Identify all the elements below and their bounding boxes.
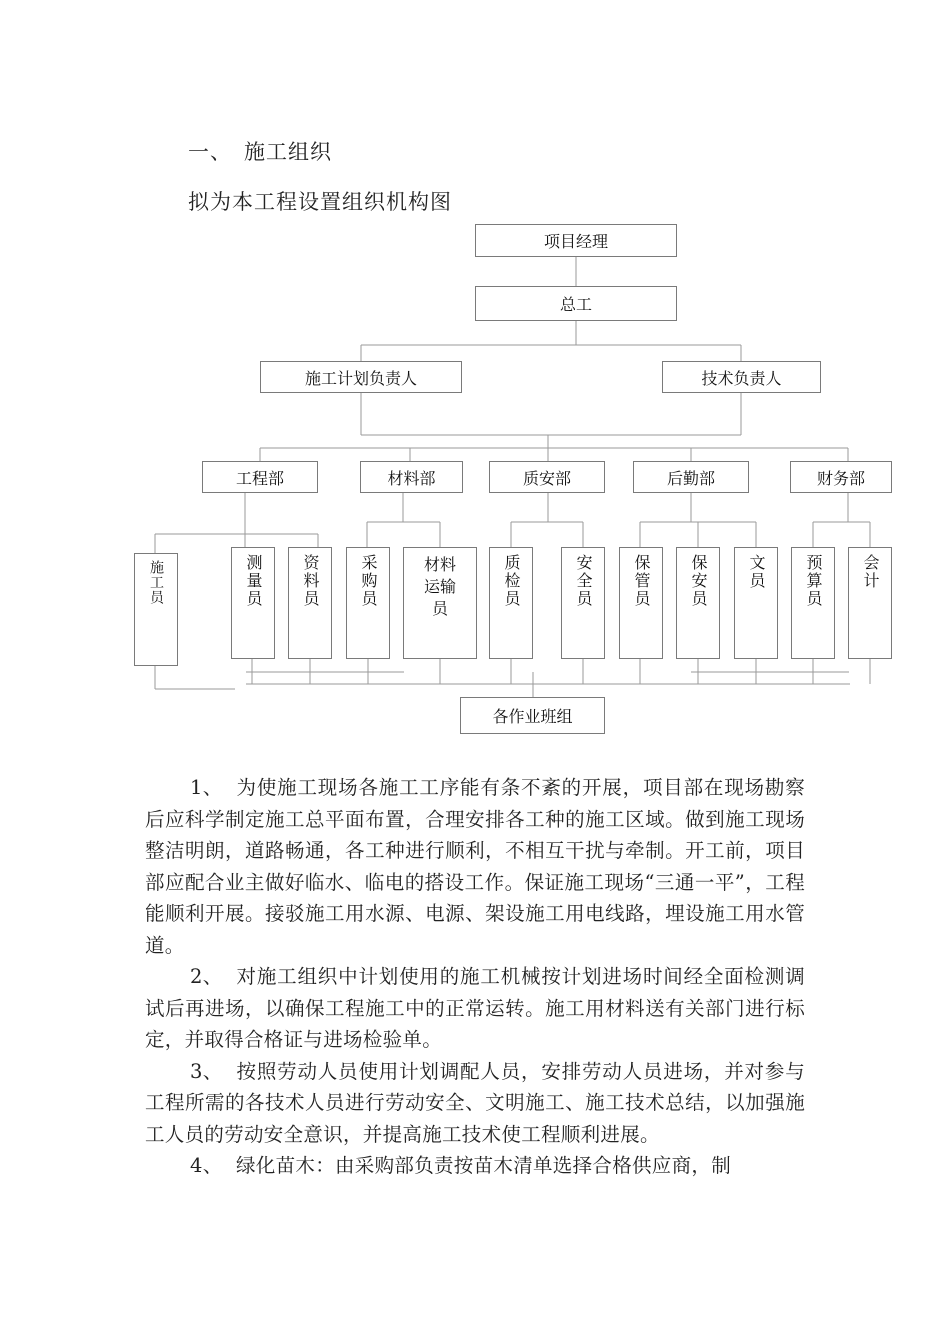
node-dept-logistics: 后勤部 xyxy=(633,461,749,493)
node-staff-safety xyxy=(561,547,605,659)
node-staff-construction xyxy=(134,553,178,666)
paragraph-text: 按照劳动人员使用计划调配人员，安排劳动人员进场，并对参与工程所需的各技术人员进行劳动安全、文明施工、施工技术总结，以加强施工人员的劳动安全意识，并提高施工技术使工程顺利进展。 xyxy=(145,1059,805,1146)
node-staff-label: 会计 xyxy=(861,554,880,590)
paragraph-number: 2、 xyxy=(190,965,223,988)
node-staff-security xyxy=(676,547,720,659)
node-staff-accountant xyxy=(848,547,892,659)
body-text xyxy=(145,772,805,1182)
node-staff-label: 质检员 xyxy=(502,554,521,608)
node-staff-label: 材料运输员 xyxy=(423,555,456,618)
node-staff-transport xyxy=(403,547,477,659)
paragraph-text: 对施工组织中计划使用的施工机械按计划进场时间经全面检测调试后再进场，以确保工程施工中的正常运转。施工用材料送有关部门进行标定，并取得合格证与进场检验单。 xyxy=(145,965,805,1051)
node-staff-label: 安全员 xyxy=(574,554,593,608)
node-tech-manager: 技术负责人 xyxy=(662,361,821,393)
paragraph-number: 4、 xyxy=(190,1154,223,1177)
node-chief-engineer: 总工 xyxy=(475,286,677,321)
node-staff-label: 采购员 xyxy=(359,554,378,608)
paragraph-text: 为使施工现场各施工工序能有条不紊的开展，项目部在现场勘察后应科学制定施工总平面布置，合理安排各工种的施工区域。做到施工现场整洁明朗，道路畅通，各工种进行顺利，不相互干扰与牵制。开工前，项目部应配合业主做好临水、临电的搭设工作。保证施工现场“三通一平”，工程能顺利开展。接驳施工用水源、电源、架设施工用电线路，埋设施工用水管道。 xyxy=(145,776,805,957)
node-staff-label: 预算员 xyxy=(804,554,823,608)
paragraph-number: 3、 xyxy=(190,1059,223,1083)
node-staff-purchaser xyxy=(346,547,390,659)
paragraph-3 xyxy=(145,1056,805,1151)
node-dept-finance: 财务部 xyxy=(790,461,892,493)
node-staff-inspector xyxy=(489,547,533,659)
node-work-teams: 各作业班组 xyxy=(460,697,605,734)
node-staff-surveyor xyxy=(231,547,275,659)
node-staff-label: 保安员 xyxy=(689,554,708,608)
node-staff-label: 保管员 xyxy=(632,554,651,608)
paragraph-1 xyxy=(145,772,805,961)
paragraph-2 xyxy=(145,961,805,1056)
node-project-manager: 项目经理 xyxy=(475,224,677,257)
node-dept-quality-safety: 质安部 xyxy=(489,461,605,493)
node-staff-keeper xyxy=(619,547,663,659)
node-staff-label: 文员 xyxy=(747,554,766,590)
node-staff-records xyxy=(288,547,332,659)
paragraph-number: 1、 xyxy=(190,776,223,799)
node-staff-construction-label: 施工员 xyxy=(148,560,164,605)
node-dept-engineering: 工程部 xyxy=(202,461,318,493)
node-dept-materials: 材料部 xyxy=(360,461,463,493)
node-plan-manager: 施工计划负责人 xyxy=(260,361,462,393)
paragraph-4 xyxy=(145,1150,805,1182)
paragraph-text: 绿化苗木：由采购部负责按苗木清单选择合格供应商，制 xyxy=(236,1154,732,1177)
node-staff-clerk xyxy=(734,547,778,659)
node-staff-label: 资料员 xyxy=(301,554,320,608)
node-staff-budget xyxy=(791,547,835,659)
section-title: 施工组织 xyxy=(244,140,332,164)
chart-caption: 拟为本工程设置组织机构图 xyxy=(188,190,452,214)
node-staff-label: 测量员 xyxy=(244,554,263,608)
section-number: 一、 xyxy=(188,140,232,164)
